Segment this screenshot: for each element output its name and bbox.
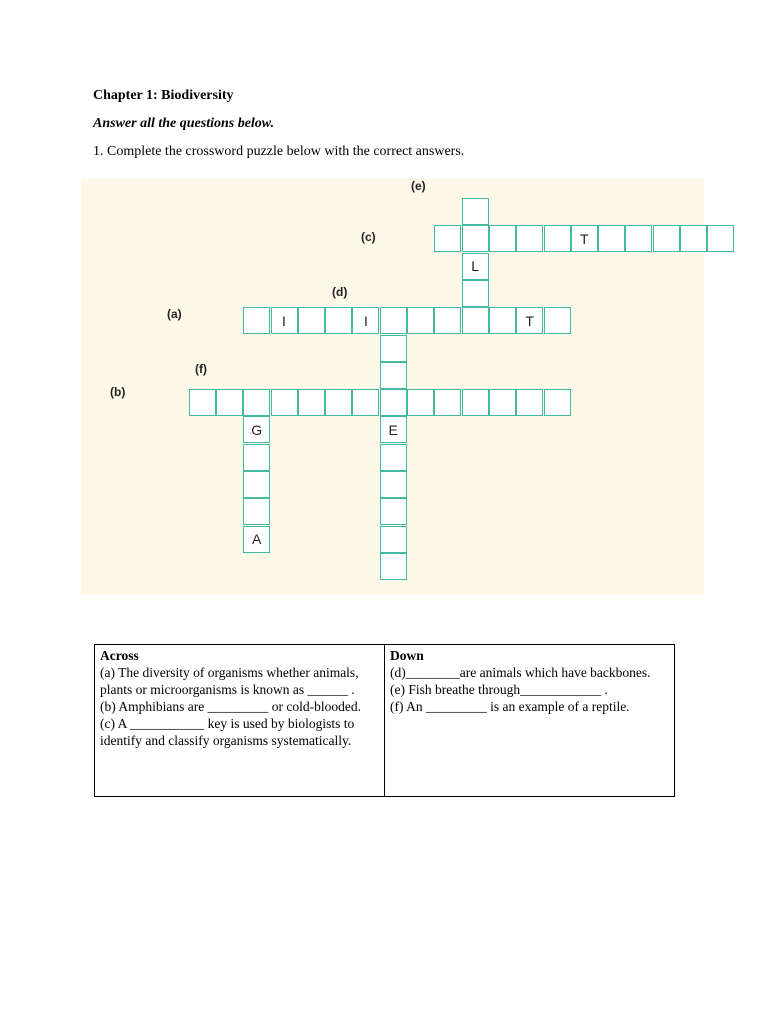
crossword-cell[interactable] — [352, 389, 379, 416]
crossword-cell[interactable] — [189, 389, 216, 416]
crossword-cell[interactable] — [243, 444, 270, 471]
crossword-cell[interactable] — [462, 198, 489, 225]
crossword-cell[interactable] — [544, 389, 571, 416]
crossword-cell[interactable] — [380, 444, 407, 471]
crossword-cell[interactable] — [380, 498, 407, 525]
crossword-cell[interactable] — [462, 307, 489, 334]
crossword-cell[interactable] — [380, 526, 407, 553]
crossword-cell[interactable] — [271, 389, 298, 416]
crossword-cell[interactable] — [298, 389, 325, 416]
crossword-cell[interactable]: I — [271, 307, 298, 334]
across-clues-column — [95, 645, 385, 796]
down-clue-f: (f) An _________ is an example of a reptile. — [390, 699, 630, 714]
crossword-cell[interactable] — [489, 307, 516, 334]
down-clues-column — [385, 645, 674, 796]
crossword-cell[interactable]: L — [462, 253, 489, 280]
crossword-cell[interactable] — [462, 280, 489, 307]
crossword-cell[interactable] — [625, 225, 652, 252]
down-title: Down — [390, 648, 424, 663]
crossword-cell[interactable] — [544, 307, 571, 334]
chapter-title: Chapter 1: Biodiversity — [93, 88, 234, 103]
crossword-cell[interactable] — [243, 307, 270, 334]
instruction-text: Answer all the questions below. — [93, 116, 275, 131]
question-1-text: 1. Complete the crossword puzzle below with the correct answers. — [93, 144, 465, 159]
crossword-cell[interactable]: G — [243, 416, 270, 443]
crossword-cell[interactable]: I — [352, 307, 379, 334]
crossword-cell[interactable]: E — [380, 416, 407, 443]
clue-label-e: (e) — [411, 179, 426, 193]
crossword-cell[interactable] — [707, 225, 734, 252]
crossword-cell[interactable] — [325, 307, 352, 334]
clue-label-d: (d) — [332, 285, 348, 299]
crossword-cell[interactable] — [516, 389, 543, 416]
crossword-cell[interactable] — [380, 389, 407, 416]
across-title: Across — [100, 648, 139, 663]
crossword-cell[interactable] — [489, 389, 516, 416]
crossword-cell[interactable]: T — [516, 307, 543, 334]
clue-label-b: (b) — [110, 385, 126, 399]
crossword-cell[interactable] — [434, 307, 461, 334]
crossword-cell[interactable] — [653, 225, 680, 252]
crossword-cell[interactable] — [489, 225, 516, 252]
down-clue-d: (d)________are animals which have backbones. — [390, 665, 651, 680]
crossword-puzzle — [81, 179, 704, 595]
crossword-cell[interactable] — [462, 225, 489, 252]
crossword-cell[interactable] — [380, 553, 407, 580]
crossword-cell[interactable] — [380, 362, 407, 389]
crossword-cell[interactable]: T — [571, 225, 598, 252]
crossword-cell[interactable] — [434, 389, 461, 416]
across-clue-b: (b) Amphibians are _________ or cold-blooded. — [100, 699, 361, 714]
crossword-cell[interactable] — [380, 335, 407, 362]
crossword-cell[interactable] — [680, 225, 707, 252]
crossword-cell[interactable] — [298, 307, 325, 334]
crossword-cell[interactable] — [243, 498, 270, 525]
across-clue-c: (c) A ___________ key is used by biologists to identify and classify organisms systematically. — [100, 716, 355, 748]
crossword-cell[interactable] — [598, 225, 625, 252]
clues-table — [94, 644, 675, 797]
crossword-cell[interactable] — [516, 225, 543, 252]
crossword-cell[interactable] — [380, 307, 407, 334]
crossword-cell[interactable] — [407, 389, 434, 416]
crossword-cell[interactable] — [544, 225, 571, 252]
crossword-cell[interactable] — [243, 389, 270, 416]
crossword-cell[interactable] — [380, 471, 407, 498]
crossword-cell[interactable] — [407, 307, 434, 334]
clue-label-a: (a) — [167, 307, 182, 321]
clue-label-f: (f) — [195, 362, 207, 376]
crossword-cell[interactable]: A — [243, 526, 270, 553]
across-clue-a: (a) The diversity of organisms whether animals, plants or microorganisms is known as ______ . — [100, 665, 359, 697]
crossword-cell[interactable] — [434, 225, 461, 252]
crossword-cell[interactable] — [216, 389, 243, 416]
down-clue-e: (e) Fish breathe through____________ . — [390, 682, 608, 697]
crossword-cell[interactable] — [462, 389, 489, 416]
clue-label-c: (c) — [361, 230, 376, 244]
crossword-cell[interactable] — [325, 389, 352, 416]
crossword-cell[interactable] — [243, 471, 270, 498]
